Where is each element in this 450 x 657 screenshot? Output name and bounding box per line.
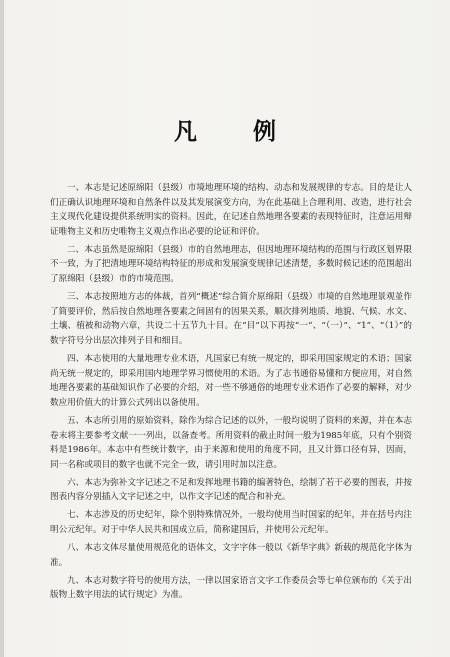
- binding-edge: [0, 0, 4, 657]
- paragraph-4: 四、本志使用的大量地理专业术语，凡国家已有统一规定的，即采用国家规定的术语；国家尚无统一规定的，即采用国内地理学界习惯使用的术语。为了志书通俗易懂和方便应用，对自然地理各要素的基础知识作了必要的介绍，对一些不够通俗的地理专业术语作了必要的解释，对少数应用价值大的计算公式列出以备使用。: [50, 354, 412, 408]
- page-title: 凡 例: [173, 118, 300, 145]
- body-text: [50, 181, 412, 607]
- paragraph-2: 二、本志虽然是原绵阳（县级）市的自然地理志，但因地理环境结构的范围与行政区划界限不一致，为了把清地理环境结构特征的形成和发展演变规律记述清楚，多数时候记述的范围超出了原绵阳（县级）市的市境范围。: [50, 244, 412, 285]
- paragraph-9: 九、本志对数字符号的使用方法，一律以国家语言文字工作委员会等七单位颁布的《关于出版物上数字用法的试行规定》为准。: [50, 575, 412, 601]
- paragraph-3: 三、本志按照地方志的体裁，首列“概述”综合简介原绵阳（县级）市境的自然地理景观並作了简要评价，然后按自然地理各要素之间固有的因果关系，顺次排列地质、地貌、气候、水文、土壤、植被和动物六章，共设二十五节九十目。在“目”以下再按“一”、“（一）”、“1”、“（1）”的数字符号分出层次排列子目和细目。: [50, 292, 412, 346]
- paragraph-8: 八、本志文体尽量使用规范化的语体文，文字字体一般以《新华字典》新载的规范化字体为准。: [50, 543, 412, 568]
- paragraph-1: 一、本志是记述原绵阳（县级）市境地理环境的结构、动态和发展规律的专志。目的是让人们正确认识地理环境和自然条件以及其发展演变方向，为在此基础上合理利用、改造，进行社会主义现代化建设提供系统明实的资料。因此，在记述自然地理各要素的表现特征时，注意运用辩证唯物主义和历史唯物主义观点作出必要的论证和评价。: [50, 183, 412, 237]
- paragraph-5: 五、本志所引用的原始资料，除作为综合记述的以外，一般均说明了资料的来源，并在本志卷末将主要参考文献一一列出，以备查考。所用资料的截止时间一般为1985年底，只有个别资料是1986年。本志中有些统计数字，由于来源和使用的角度不同，且又计算口径有异，因而，同一名称或项目的数字也就不完全一致，请引用时加以注意。: [50, 415, 412, 470]
- paragraph-6: 六、本志为弥补文字记述之不足和发挥地理书籍的编著特色，绘制了若干必要的图表，并按图表内容分别插入文字记述之中，以作文字记述的配合和补充。: [50, 477, 412, 503]
- paragraph-7: 七、本志涉及的历史纪年，除个别特殊情况外，一般均使用当时国家的纪年，并在括号内注明公元纪年。对于中华人民共和国成立后，简称建国后，并使用公元纪年。: [50, 510, 412, 536]
